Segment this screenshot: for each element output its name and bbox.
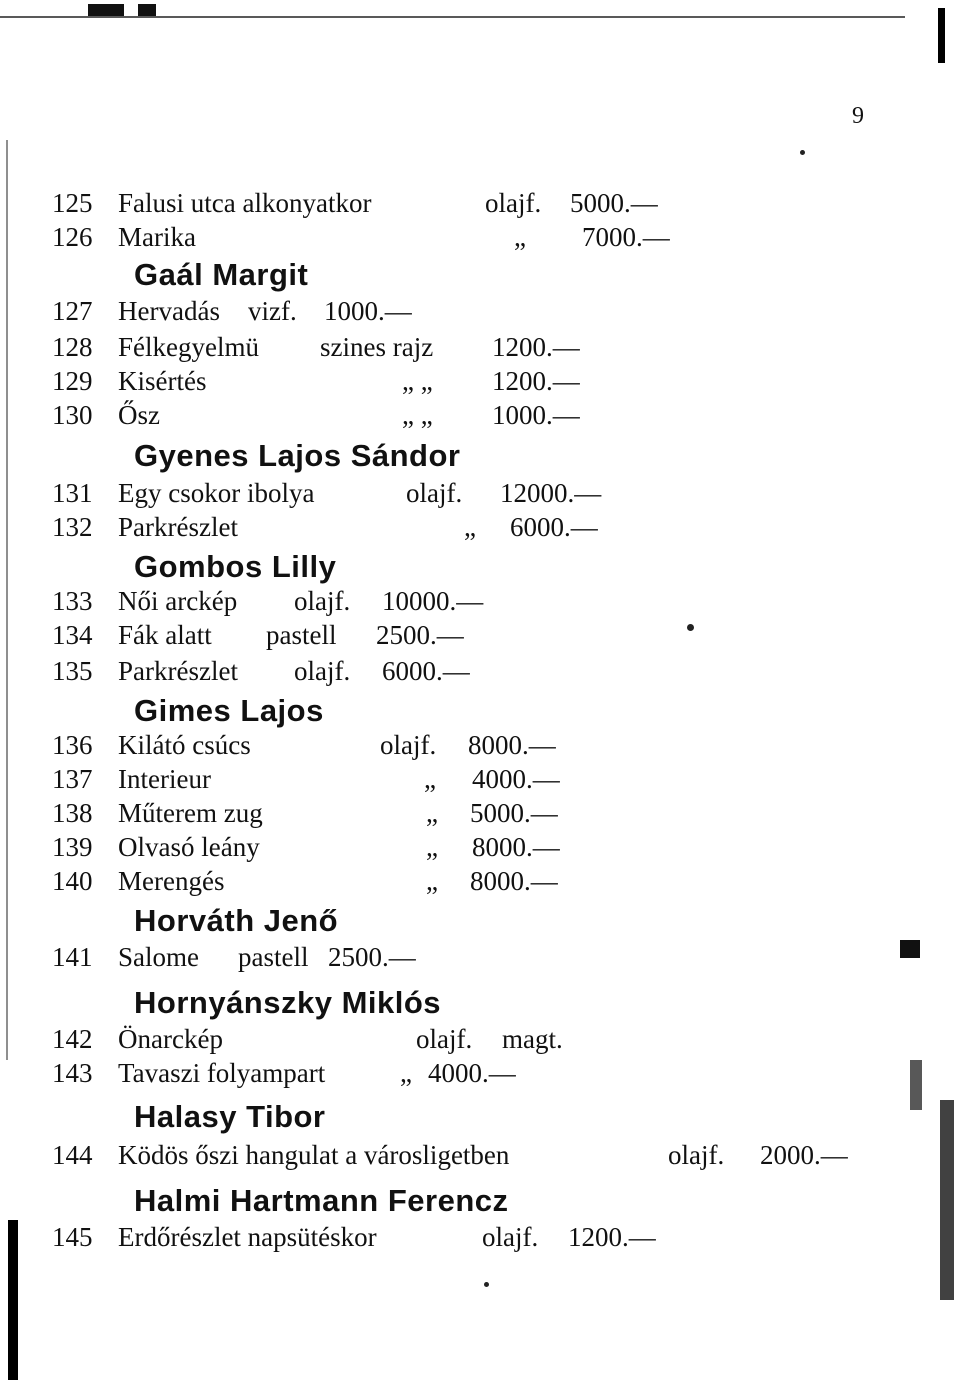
entry-medium: olajf.	[294, 656, 351, 686]
entry-number: 145	[52, 1222, 93, 1252]
scan-edge-mark	[88, 4, 124, 16]
entry-medium: „	[424, 764, 436, 794]
entry-price: 1200.—	[568, 1222, 656, 1252]
entry-price: 1200.—	[492, 332, 580, 362]
entry-number: 129	[52, 366, 93, 396]
artist-heading: Gimes Lajos	[134, 693, 324, 728]
entry-medium: „	[464, 512, 476, 542]
entry-price: 8000.—	[470, 866, 558, 896]
entry-price: 6000.—	[382, 656, 470, 686]
scan-noise	[940, 1100, 954, 1300]
entry-price: 5000.—	[470, 798, 558, 828]
entry-medium: olajf.	[380, 730, 437, 760]
entry-number: 126	[52, 222, 93, 252]
catalog-entry	[52, 654, 470, 688]
entry-number: 144	[52, 1140, 93, 1170]
scan-edge-bar	[8, 1220, 18, 1380]
entry-title: Egy csokor ibolya	[118, 478, 315, 508]
catalog-entry	[52, 330, 580, 364]
entry-price: 4000.—	[428, 1058, 516, 1088]
entry-number: 140	[52, 866, 93, 896]
entry-title: Félkegyelmü	[118, 332, 259, 362]
entry-number: 134	[52, 620, 93, 650]
entry-number: 136	[52, 730, 93, 760]
entry-price: 6000.—	[510, 512, 598, 542]
entry-title: Kilátó csúcs	[118, 730, 251, 760]
catalog-entry	[52, 762, 560, 796]
artist-heading: Horváth Jenő	[134, 903, 339, 938]
catalog-entry	[52, 584, 484, 618]
scan-noise	[910, 1060, 922, 1110]
entry-number: 141	[52, 942, 93, 972]
scan-edge-line	[0, 16, 905, 18]
entry-title: Kisértés	[118, 366, 207, 396]
entry-number: 131	[52, 478, 93, 508]
entry-number: 143	[52, 1058, 93, 1088]
catalog-entry	[52, 1056, 516, 1090]
entry-number: 137	[52, 764, 93, 794]
scan-edge-mark	[138, 4, 156, 16]
artist-heading: Halmi Hartmann Ferencz	[134, 1183, 509, 1218]
entry-price: 1200.—	[492, 366, 580, 396]
entry-medium: olajf.	[406, 478, 463, 508]
entry-title: Salome	[118, 942, 199, 972]
catalog-entry	[52, 1138, 848, 1172]
catalog-entry	[52, 830, 560, 864]
catalog-entry	[52, 1022, 563, 1056]
catalog-entry	[52, 940, 416, 974]
entry-title: Női arckép	[118, 586, 238, 616]
artist-heading: Halasy Tibor	[134, 1099, 326, 1134]
catalog-entry	[52, 186, 658, 220]
entry-medium: pastell	[266, 620, 337, 650]
scan-edge-line	[6, 140, 8, 1060]
entry-price: 4000.—	[472, 764, 560, 794]
entry-medium: „	[426, 832, 438, 862]
entry-price: 10000.—	[382, 586, 484, 616]
catalog-entry	[52, 796, 558, 830]
entry-medium: „	[400, 1058, 412, 1088]
entry-number: 135	[52, 656, 93, 686]
entry-price: 2500.—	[328, 942, 416, 972]
entry-title: Merengés	[118, 866, 225, 896]
entry-price: 7000.—	[582, 222, 670, 252]
entry-medium: „ „	[402, 400, 433, 430]
entry-title: Falusi utca alkonyatkor	[118, 188, 372, 218]
entry-number: 139	[52, 832, 93, 862]
catalog-entry	[52, 728, 556, 762]
artist-heading: Gombos Lilly	[134, 549, 337, 584]
entry-title: Marika	[118, 222, 196, 252]
entry-medium: olajf.	[485, 188, 542, 218]
entry-title: Olvasó leány	[118, 832, 260, 862]
entry-medium: olajf.	[482, 1222, 539, 1252]
entry-number: 128	[52, 332, 93, 362]
entry-price: 2000.—	[760, 1140, 848, 1170]
entry-title: Ősz	[118, 400, 160, 430]
entry-medium: pastell	[238, 942, 309, 972]
entry-title: Interieur	[118, 764, 211, 794]
scan-speck	[687, 624, 694, 631]
entry-medium: szines rajz	[320, 332, 434, 362]
entry-title: Hervadás	[118, 296, 220, 326]
entry-number: 130	[52, 400, 93, 430]
entry-number: 138	[52, 798, 93, 828]
entry-number: 127	[52, 296, 93, 326]
entry-medium: olajf.	[294, 586, 351, 616]
entry-title: Erdőrészlet napsütéskor	[118, 1222, 377, 1252]
entry-title: Fák alatt	[118, 620, 212, 650]
catalog-entry	[52, 476, 602, 510]
entry-price: 2500.—	[376, 620, 464, 650]
catalog-entry	[52, 294, 412, 328]
entry-medium: „ „	[402, 366, 433, 396]
entry-medium: olajf.	[416, 1024, 473, 1054]
entry-title: Tavaszi folyampart	[118, 1058, 326, 1088]
page-number: 9	[852, 103, 864, 129]
scan-speck	[484, 1282, 489, 1287]
scan-speck	[800, 150, 805, 155]
entry-price: 8000.—	[472, 832, 560, 862]
entry-number: 133	[52, 586, 93, 616]
entry-medium: „	[426, 866, 438, 896]
entry-medium: olajf.	[668, 1140, 725, 1170]
entry-number: 125	[52, 188, 93, 218]
entry-medium: „	[514, 222, 526, 252]
entry-price: 1000.—	[492, 400, 580, 430]
artist-heading: Gyenes Lajos Sándor	[134, 438, 461, 473]
entry-number: 132	[52, 512, 93, 542]
entry-price: 1000.—	[324, 296, 412, 326]
scan-edge-bar	[938, 8, 945, 63]
catalog-entry	[52, 510, 598, 544]
entry-medium: vizf.	[248, 296, 297, 326]
entry-title: Parkrészlet	[118, 512, 238, 542]
entry-price: 8000.—	[468, 730, 556, 760]
catalog-entry	[52, 1220, 656, 1254]
entry-number: 142	[52, 1024, 93, 1054]
entry-title: Önarckép	[118, 1024, 223, 1054]
artist-heading: Gaál Margit	[134, 257, 309, 292]
entry-title: Műterem zug	[118, 798, 263, 828]
entry-price: magt.	[502, 1024, 563, 1054]
catalog-entry	[52, 398, 580, 432]
artist-heading: Hornyánszky Miklós	[134, 985, 442, 1020]
catalog-entry	[52, 864, 558, 898]
catalog-entry	[52, 220, 670, 254]
catalog-entry	[52, 618, 464, 652]
entry-medium: „	[426, 798, 438, 828]
entry-title: Parkrészlet	[118, 656, 238, 686]
entry-title: Ködös őszi hangulat a városligetben	[118, 1140, 510, 1170]
catalog-entry	[52, 364, 580, 398]
entry-price: 5000.—	[570, 188, 658, 218]
entry-price: 12000.—	[500, 478, 602, 508]
scan-noise	[900, 940, 920, 958]
